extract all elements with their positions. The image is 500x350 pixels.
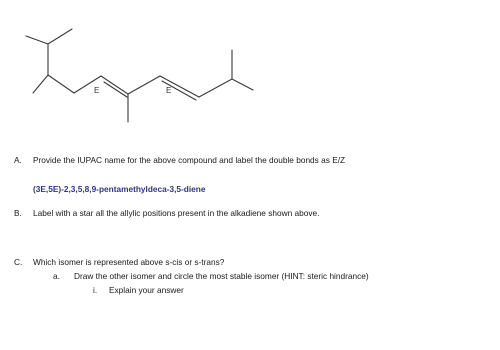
- subquestion-marker: i.: [93, 285, 98, 295]
- double-bond-label-e: E: [166, 86, 172, 95]
- question-b: [14, 208, 319, 219]
- subquestion-a: [53, 271, 369, 282]
- subquestion-marker: a.: [53, 271, 60, 281]
- bond: [26, 36, 48, 44]
- double-bond-label-e: E: [94, 86, 100, 95]
- question-marker: B.: [14, 208, 22, 218]
- double-bond: [104, 82, 127, 97]
- double-bond: [101, 76, 128, 94]
- bond: [48, 75, 74, 93]
- question-marker: A.: [14, 155, 22, 165]
- bond: [128, 76, 160, 94]
- answer-a: (3E,5E)-2,3,5,8,9-pentamethyldeca-3,5-diene: [33, 184, 206, 194]
- question-marker: C.: [14, 257, 23, 267]
- subquestion-text: Explain your answer: [109, 285, 184, 295]
- bond: [48, 29, 72, 44]
- skeletal-structure-diagram: [0, 0, 500, 140]
- question-text: Label with a star all the allylic positions present in the alkadiene shown above.: [33, 208, 320, 218]
- bond: [33, 75, 48, 93]
- subquestion-text: Draw the other isomer and circle the most stable isomer (HINT: steric hindrance): [74, 271, 369, 281]
- question-c: [14, 257, 224, 268]
- question-a: [14, 155, 345, 166]
- question-text: Provide the IUPAC name for the above compound and label the double bonds as E/Z: [33, 155, 346, 165]
- bond: [232, 79, 253, 90]
- bond: [199, 79, 232, 97]
- question-text: Which isomer is represented above s-cis or s-trans?: [33, 257, 225, 267]
- subquestion-i: [93, 285, 184, 296]
